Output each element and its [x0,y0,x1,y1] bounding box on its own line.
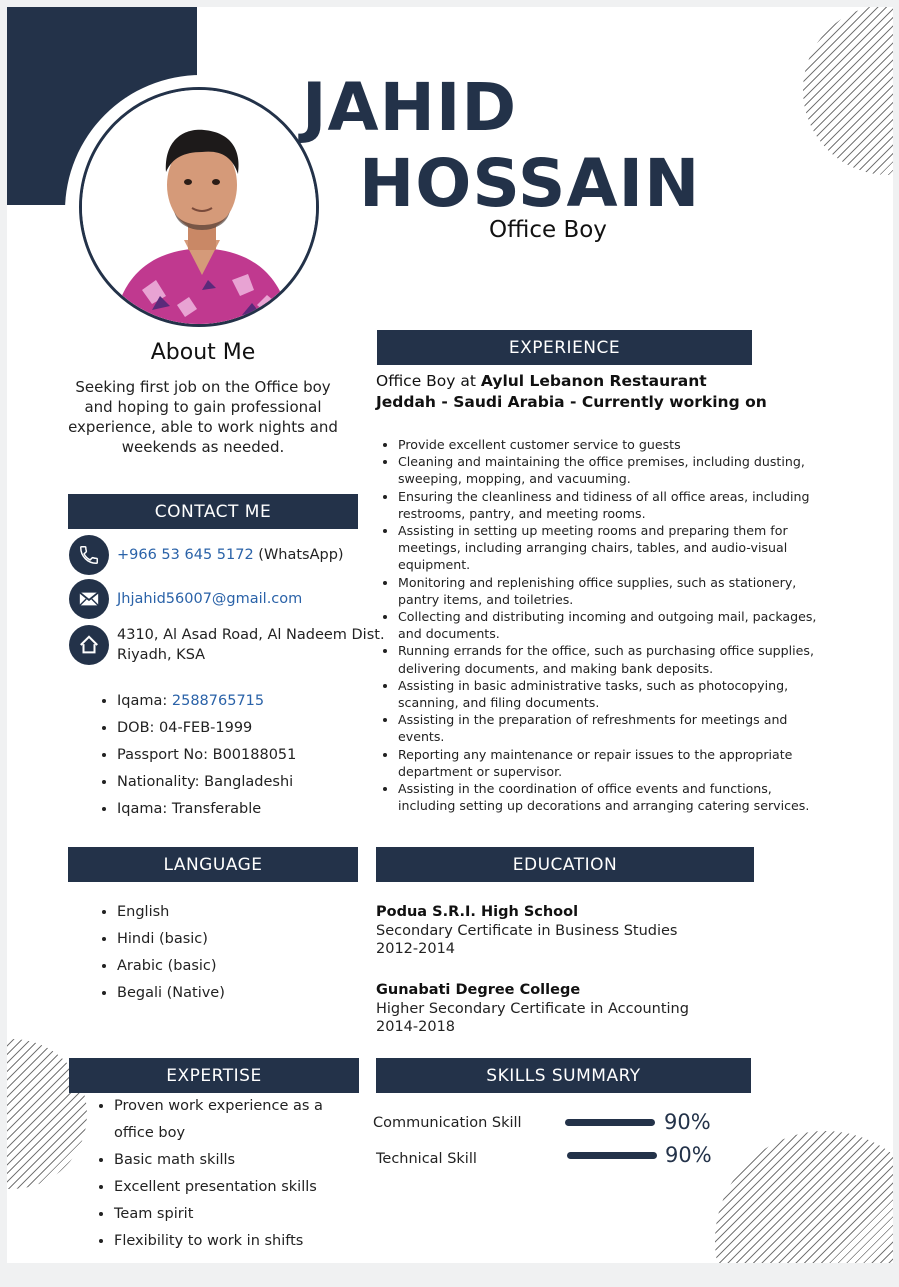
experience-header [376,371,767,413]
detail-passport [117,742,296,769]
contact-heading [68,494,358,529]
address-line-2: Riyadh, KSA [117,647,206,663]
degree: Higher Secondary Certificate in Accounting [376,1000,689,1017]
experience-heading-label: EXPERIENCE [508,337,621,358]
phone-icon [69,535,109,575]
expertise-item: • Team spirit [114,1201,344,1228]
education-heading-label: EDUCATION [512,854,618,875]
duty-item: • Monitoring and replenishing office supplies, such as stationery, pantry items, and toiletries. [398,574,828,608]
duty-item: • Collecting and distributing incoming and outgoing mail, packages, and documents. [398,608,828,642]
skill-name: Communication Skill [373,1115,522,1131]
duty-item: • Running errands for the office, such as purchasing office supplies, delivering documents, and making bank deposits. [398,642,828,676]
detail-dob [117,715,296,742]
resume-page [7,7,893,1263]
iqama-number: 2588765715 [171,693,265,709]
expertise-item: • Proven work experience as a office boy [114,1093,344,1147]
contact-address-row [69,625,385,665]
duty-item: • Reporting any maintenance or repair issues to the appropriate department or supervisor. [398,746,828,780]
hatch-circle-top-right [803,7,893,175]
duty-item: • Cleaning and maintaining the office premises, including dusting, sweeping, mopping, and vacuuming. [398,453,828,487]
expertise-item: • Basic math skills [114,1147,344,1174]
mail-icon [69,579,109,619]
degree: Secondary Certificate in Business Studies [376,922,678,939]
experience-role: Office Boy at [376,372,481,390]
expertise-heading [69,1058,359,1093]
experience-duties [378,436,828,814]
experience-company: Aylul Lebanon Restaurant [480,372,707,390]
skill-bar [565,1119,655,1126]
home-icon [69,625,109,665]
years: 2012-2014 [376,941,456,957]
phone-suffix: (WhatsApp) [253,547,344,563]
duty-item: • Assisting in setting up meeting rooms and preparing them for meetings, including arranging chairs, tables, and audio-visual equipment. [398,522,828,574]
language-item: • English [117,899,225,926]
detail-label: Passport No: B00188051 [117,747,297,763]
personal-details-list [97,688,296,823]
duty-item: • Assisting in the preparation of refreshments for meetings and events. [398,711,828,745]
hatch-circle-bottom-right [715,1131,893,1263]
job-title: Office Boy [489,217,607,243]
contact-phone-row [69,535,344,575]
detail-label: DOB: 04-FEB-1999 [117,720,253,736]
detail-label: Iqama: [117,693,172,709]
detail-nationality [117,769,296,796]
address-line-1: 4310, Al Asad Road, Al Nadeem Dist. [117,627,385,643]
skills-heading-label: SKILLS SUMMARY [486,1065,641,1086]
skill-name: Technical Skill [376,1151,477,1167]
duty-item: • Assisting in the coordination of office events and functions, including setting up decorations and arranging catering services. [398,780,828,814]
education-entry [376,903,678,959]
expertise-item: • Excellent presentation skills [114,1174,344,1201]
detail-label: Nationality: Bangladeshi [117,774,294,790]
language-item: • Begali (Native) [117,980,225,1007]
phone-link[interactable]: +966 53 645 5172 [117,547,254,563]
school-name: Gunabati Degree College [376,982,581,998]
skill-percent: 90% [664,1110,711,1134]
education-entry [376,981,689,1037]
email-link[interactable]: Jhjahid56007@gmail.com [117,591,303,607]
detail-iqama-status [117,796,296,823]
expertise-item: • Flexibility to work in shifts [114,1228,344,1255]
last-name: HOSSAIN [359,145,701,222]
expertise-heading-label: EXPERTISE [166,1065,262,1086]
avatar-illustration [82,90,319,327]
skill-bar [567,1152,657,1159]
duty-item: • Assisting in basic administrative tasks, such as photocopying, scanning, and filing documents. [398,677,828,711]
about-heading: About Me [150,340,256,365]
language-list [97,899,225,1007]
duty-item: • Ensuring the cleanliness and tidiness of all office areas, including restrooms, pantry, and meeting rooms. [398,488,828,522]
education-heading [376,847,754,882]
experience-heading [377,330,752,365]
expertise-list [94,1093,344,1255]
language-item: • Hindi (basic) [117,926,225,953]
contact-email-row [69,579,302,619]
skills-heading [376,1058,751,1093]
detail-iqama [117,688,296,715]
experience-location: Jeddah - Saudi Arabia - Currently working on [376,393,767,411]
first-name: JAHID [302,69,518,146]
language-item: • Arabic (basic) [117,953,225,980]
duty-item: • Provide excellent customer service to guests [398,436,828,453]
detail-label: Iqama: Transferable [117,801,262,817]
school-name: Podua S.R.I. High School [376,904,579,920]
contact-heading-label: CONTACT ME [154,501,272,522]
about-text: Seeking first job on the Office boy and hoping to gain professional experience, able to work nights and weekends as needed. [68,378,338,456]
skill-percent: 90% [665,1143,712,1167]
profile-photo [79,87,319,327]
language-heading-label: LANGUAGE [163,854,263,875]
years: 2014-2018 [376,1019,456,1035]
language-heading [68,847,358,882]
